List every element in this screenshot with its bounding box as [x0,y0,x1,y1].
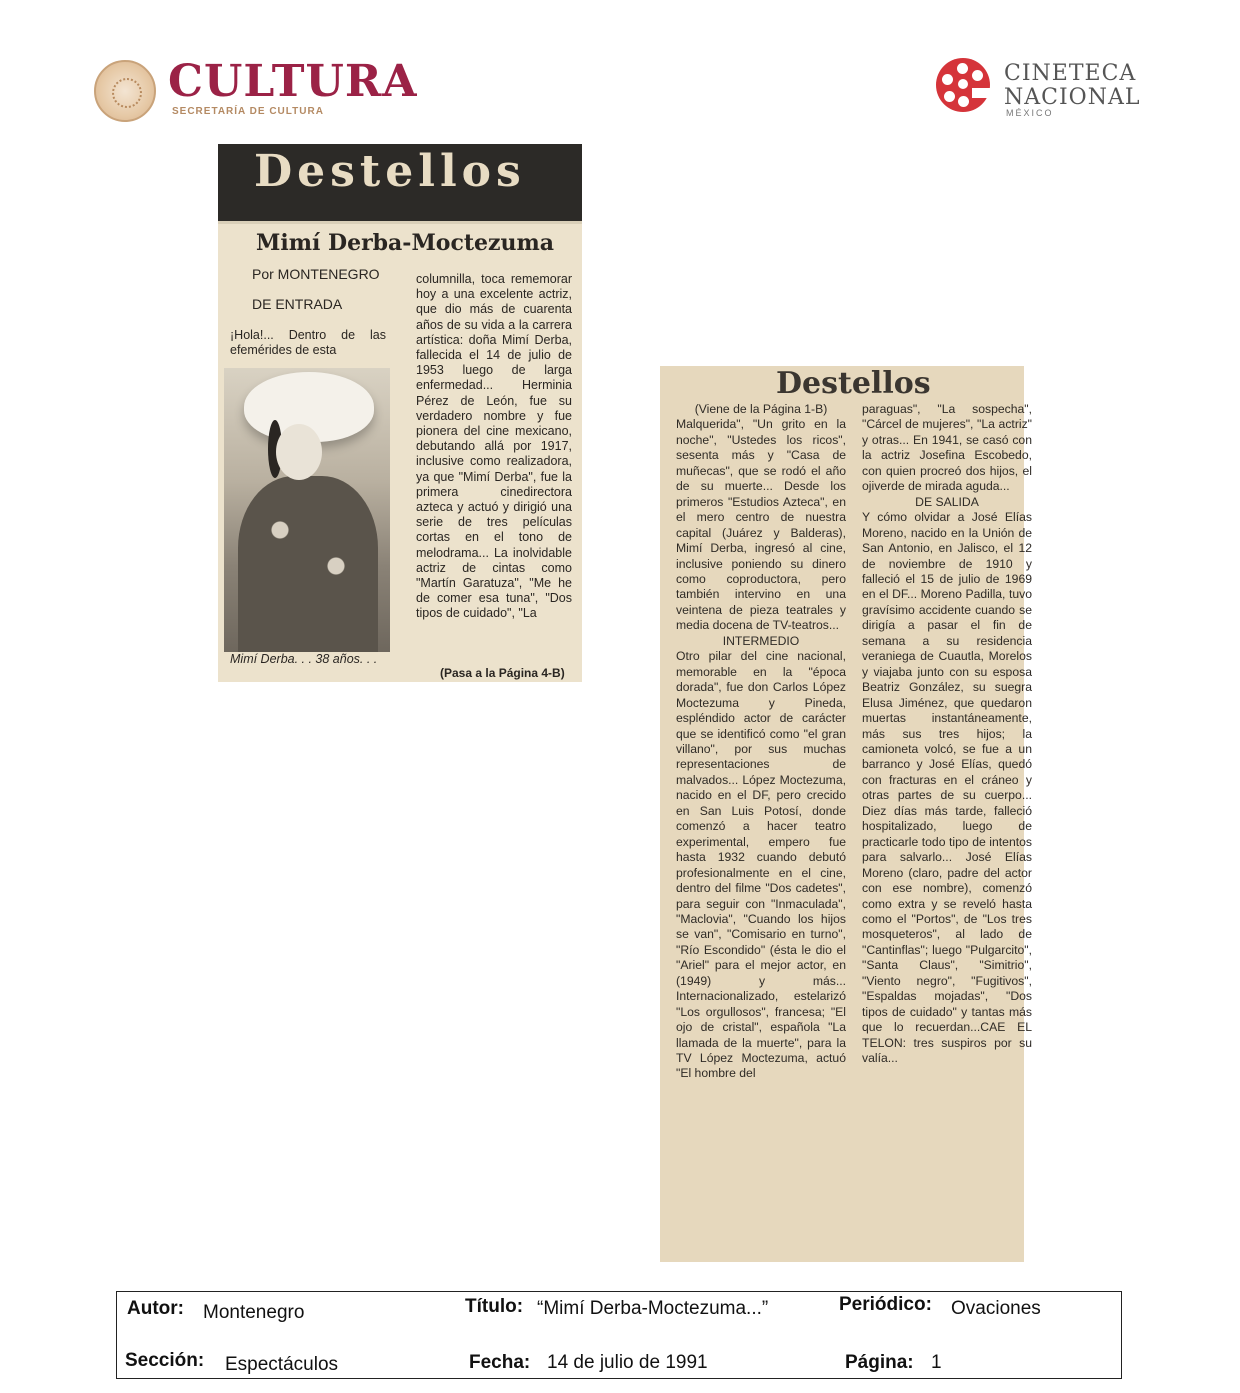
continuation-column-left [676,402,846,1082]
clipping-page-2 [660,366,1032,1262]
article-lead: ¡Hola!... Dentro de las efemérides de esta [230,328,386,357]
photo-caption: Mimí Derba. . . 38 años. . . [230,652,378,666]
autor-value: Montenegro [203,1302,305,1323]
pagina-value: 1 [931,1352,942,1373]
pagina-label: Página: [845,1352,914,1373]
cineteca-title [1004,62,1140,110]
right-paragraph-2: Y cómo olvidar a José Elías Moreno, nacido en la Unión de San Antonio, en Jalisco, el 12 de noviembre de 1910 y falleció el 15 de julio de 1969 en el DF... Moreno Padilla, tuvo gravísimo accidente cuando se dirigía a pasar el fin de semana a su residencia veraniega de Cuautla, Morelos y viajaba junto con su esposa Beatriz González, su suegra Elusa Jiménez, que quedaron muertas instantáneamente, más sus tres hijos; la camioneta volcó, se fue a un barranco y José Elías, quedó con fracturas en el cráneo y otras partes de su cuerpo... Diez días más tarde, falleció hospitalizado, luego de practicarle todo tipo de intentos para salvarlo... José Elías Moreno (claro, padre del actor con ese nombre), comenzó como extra y se reveló hasta como el "Portos", de "Los tres mosqueteros", al lado de "Cantinflas"; luego "Pulgarcito", "Santa Claus", "Simitrio", "Viento negro", "Fugitivos", "Espaldas mojadas", "Dos tipos de cuidado" y tantas más que lo recuerdan...CAE EL TELON: tres suspiros por su valía... [862,510,1032,1066]
article-byline: Por MONTENEGRO [252,266,380,282]
periodico-label: Periódico: [839,1294,932,1315]
titulo-label: Título: [465,1296,524,1317]
titulo-value: “Mimí Derba-Moctezuma...” [537,1298,769,1319]
cultura-subtitle: SECRETARÍA DE CULTURA [172,106,324,117]
cultura-logo [94,56,418,128]
left-paragraph-2: Otro pilar del cine nacional, memorable en la "época dorada", fue don Carlos López Moctezuma y Pineda, espléndido actor de carácter que se identificó como "el gran villano", por sus muchas representaciones de malvados... López Moctezuma, nacido en el DF, pero crecido en San Luis Potosí, donde comenzó a hacer teatro experimental, empero fue hasta 1932 cuando debutó profesionalmente en el cine, dentro del filme "Dos cadetes", para seguir con "Inmaculada", "Maclovia", "Cuando los hijos se van", "Comisario en turno", "Río Escondido" (ésta le dio el "Ariel" para el mejor actor, en (1949) y más... Internacionalizado, estelarizó "Los orgullosos", francesa; "El ojo de cristal", española "La llamada de la muerte", para la TV López Moctezuma, actuó "El hombre del [676,649,846,1081]
left-paragraph-1: Malquerida", "Un grito en la noche", "Ustedes los ricos", sesenta más y "Casa de muñecas", que se rodó el año de su muerte... Desde los primeros "Estudios Azteca", en el mero centro de nuestra capital (Juárez y Balderas), Mimí Derba, ingresó al cine, inclusive poniendo su dinero como coproductora, pero también intervino en una veintena de pieza teatrales y media docena de TV-teatros... [676,417,846,633]
article-column-2: columnilla, toca rememorar hoy a una excelente actriz, que dio más de cuarenta años de su vida a la carrera artística: doña Mimí Derba, fallecida el 14 de julio de 1953 luego de larga enfermedad... Herminia Pérez de León, fue su verdadero nombre y fue pionera del cine mexicano, debutando allá por 1917, inclusive como realizadora, ya que "Mimí Derba", fue la primera cinedirectora azteca y actuó y dirigió una serie de tres películas cortas en el tono de melodrama... La inolvidable actriz de cintas como "Martín Garatuza", "Me he de comer esa tuna", "Dos tipos de cuidado", "La [416,272,572,621]
section-kicker: DE ENTRADA [252,296,343,312]
right-paragraph-1: paraguas", "La sospecha", "Cárcel de mujeres", "La actriz" y otras... En 1941, se casó con la actriz Josefina Escobedo, con quien procreó dos hijos, el ojiverde de mirada aguda... [862,402,1032,494]
cineteca-logo [934,56,1154,118]
subhead-intermedio: INTERMEDIO [722,633,800,648]
coat-of-arms-icon [94,60,156,122]
periodico-value: Ovaciones [951,1298,1041,1319]
continuation-title: Destellos [776,366,931,401]
continuation-column-right [862,402,1032,1066]
column-banner [218,144,582,224]
cineteca-subtitle: MÉXICO [1006,108,1054,118]
fecha-value: 14 de julio de 1991 [547,1352,708,1373]
fecha-label: Fecha: [469,1352,531,1373]
film-reel-icon [936,58,990,112]
article-headline: Mimí Derba-Moctezuma [256,230,555,256]
actress-photo [224,368,390,652]
metadata-box [116,1291,1122,1379]
continued-note: (Pasa a la Página 4-B) [440,666,565,680]
banner-title: Destellos [254,146,526,197]
cineteca-line-1: CINETECA [1004,61,1137,86]
clipping-page-1 [218,144,582,682]
seccion-label: Sección: [125,1350,205,1371]
seccion-value: Espectáculos [225,1354,339,1375]
continued-from-note: (Viene de la Página 1-B) [694,402,828,416]
cultura-title: CULTURA [168,56,418,107]
autor-label: Autor: [127,1298,184,1319]
subhead-de-salida: DE SALIDA [915,494,979,509]
cineteca-line-2: NACIONAL [1004,85,1141,110]
